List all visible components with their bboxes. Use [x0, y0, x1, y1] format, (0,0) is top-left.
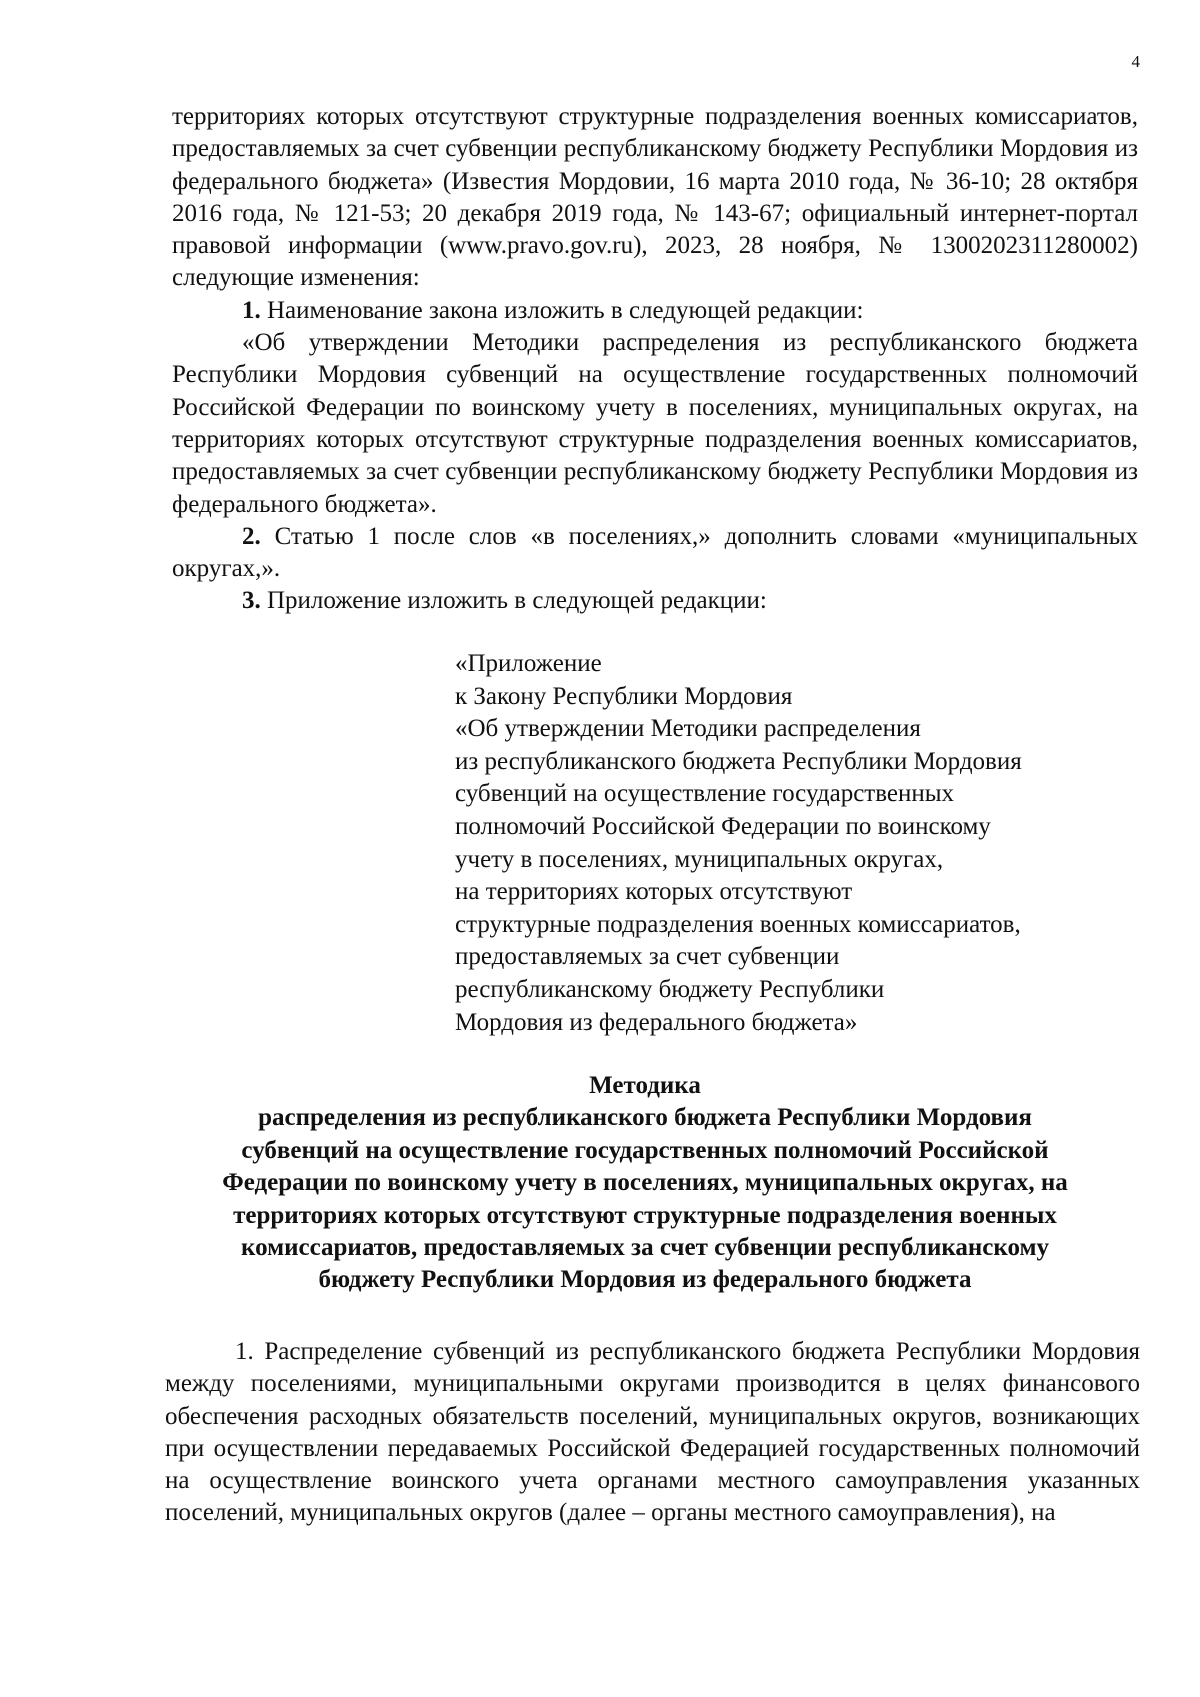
item-3-number: 3. — [242, 587, 261, 615]
appendix-line: учету в поселениях, муниципальных округах, — [455, 845, 944, 873]
item-1-quote-paragraph: «Об утверждении Методики распределения из республиканского бюджета Республики Мордовия субвенций на осуществление государственных полномочий Российской Федерации по воинскому учету в поселениях, муниципальных округах, на территориях которых отсутствуют структурные подразделения военных комиссариатов, предоставляемых за счет субвенции республиканскому бюджету Республики Мордовия из федерального бюджета». — [172, 329, 1138, 518]
item-3-paragraph — [172, 585, 1138, 617]
item-2-text: Статью 1 после слов «в поселениях,» дополнить словами «муниципальных округах,». — [172, 522, 1138, 583]
appendix-line: субвенций на осуществление государственных — [455, 780, 955, 808]
appendix-line: республиканскому бюджету Республики — [455, 975, 885, 1003]
intro-paragraph: территориях которых отсутствуют структурные подразделения военных комиссариатов, предоставляемых за счет субвенции республиканскому бюджету Республики Мордовия из федерального бюджета» (Известия Мордовии, 16 марта 2010 года, № 36-10; 28 октября 2016 года, № 121-53; 20 декабря 2019 года, № 143-67; официальный интернет-портал правовой информации (www.pravo.gov.ru), 2023, 28 ноября, № 1300202311280002) следующие изменения: — [172, 103, 1138, 292]
item-2-number: 2. — [242, 522, 261, 550]
appendix-line: «Приложение — [455, 650, 602, 677]
item-3-text: Приложение изложить в следующей редакции: — [267, 587, 767, 615]
appendix-header — [455, 648, 1155, 1039]
heading-line: Федерации по воинскому учету в поселениях, муниципальных округах, на — [222, 1169, 1068, 1197]
amendments-text — [172, 101, 1138, 618]
heading-title: Методика — [589, 1072, 701, 1099]
appendix-line: предоставляемых за счет субвенции — [455, 943, 840, 971]
methodology-paragraph-1: 1. Распределение субвенций из республиканского бюджета Республики Мордовия между поселениями, муниципальными округами производится в целях финансового обеспечения расходных обязательств поселений, муниципальных округов, возникающих при осуществлении передаваемых Российской Федерацией государственных полномочий на осуществление воинского учета органами местного самоуправления указанных поселений, муниципальных округов (далее – органы местного самоуправления), на — [165, 1338, 1140, 1527]
appendix-line: к Закону Республики Мордовия — [455, 682, 793, 710]
item-2-paragraph — [172, 521, 1138, 586]
item-1-paragraph — [172, 295, 1138, 327]
heading-line: субвенций на осуществление государственных полномочий Российской — [241, 1136, 1049, 1164]
methodology-heading — [150, 1070, 1140, 1297]
appendix-line: на территориях которых отсутствуют — [455, 878, 853, 906]
heading-line: распределения из республиканского бюджета Республики Мордовия — [258, 1104, 1032, 1132]
heading-line: комиссариатов, предоставляемых за счет субвенции республиканскому — [241, 1234, 1049, 1262]
appendix-line: Мордовия из федерального бюджета» — [455, 1008, 858, 1036]
appendix-line: из республиканского бюджета Республики Мордовия — [455, 747, 1022, 775]
item-1-text: Наименование закона изложить в следующей редакции: — [267, 296, 864, 324]
heading-line: бюджету Республики Мордовия из федерального бюджета — [318, 1266, 972, 1294]
appendix-line: полномочий Российской Федерации по воинскому — [455, 812, 991, 840]
item-1-number: 1. — [242, 296, 261, 324]
methodology-text — [165, 1336, 1140, 1530]
appendix-line: структурные подразделения военных комиссариатов, — [455, 910, 1021, 938]
appendix-line: «Об утверждении Методики распределения — [455, 715, 921, 743]
heading-line: территориях которых отсутствуют структурные подразделения военных — [233, 1201, 1057, 1229]
page-number: 4 — [1131, 52, 1140, 71]
